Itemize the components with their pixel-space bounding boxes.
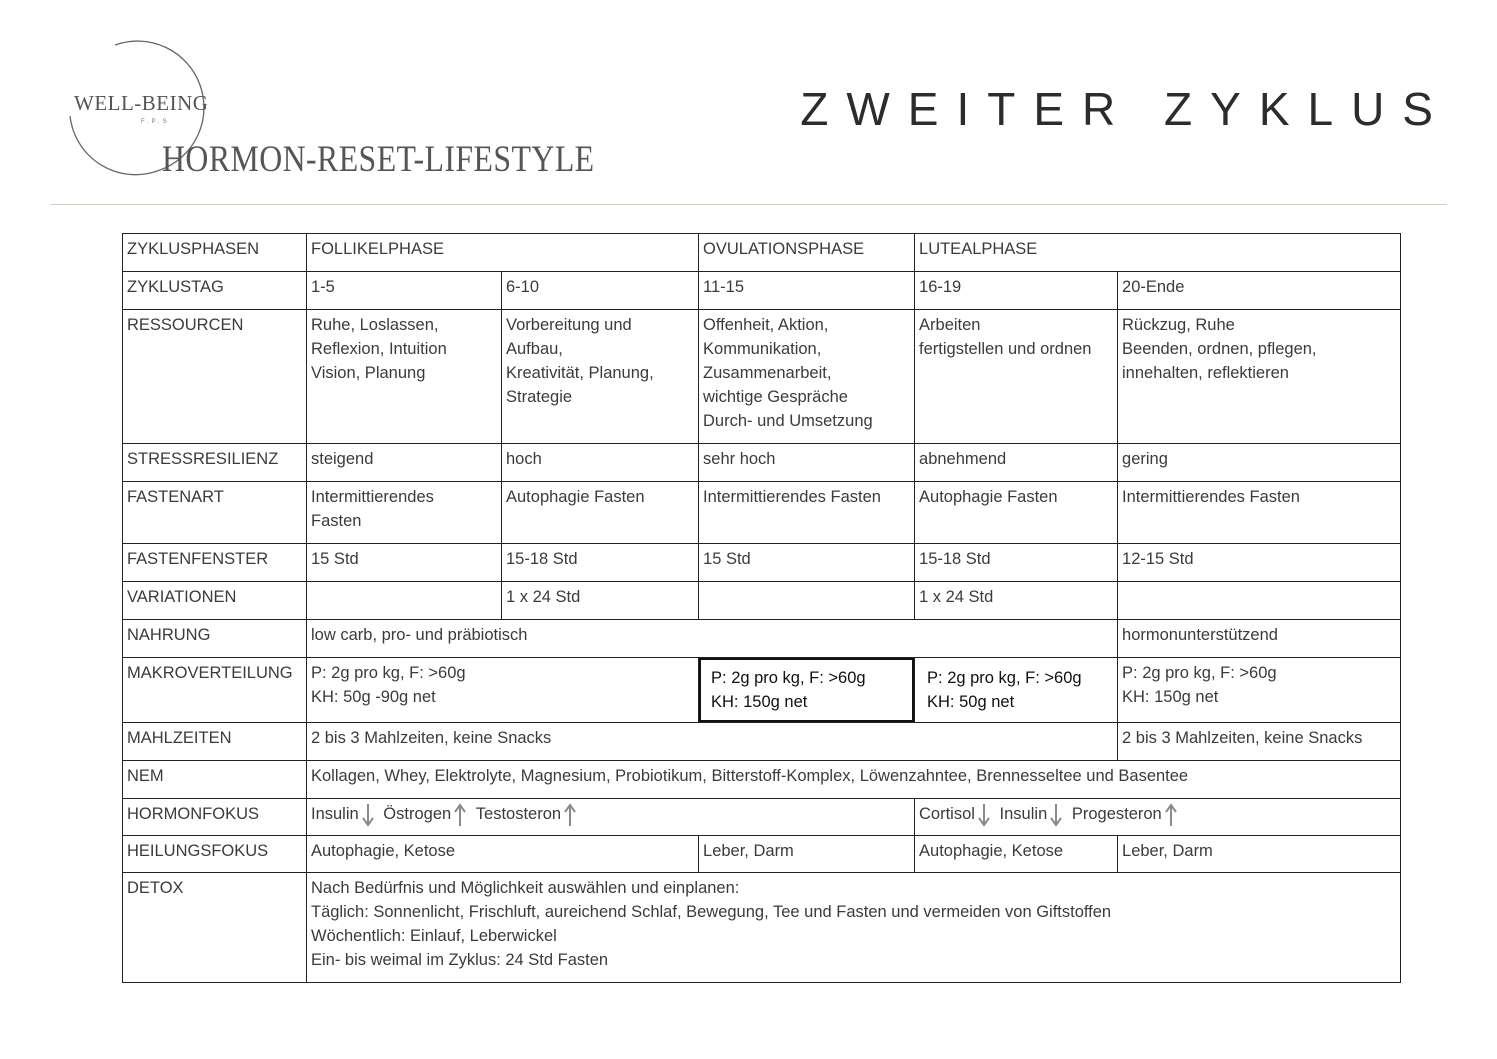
table-cell: 6-10 — [502, 272, 699, 310]
logo-subtitle: F.P.S — [141, 119, 170, 125]
hormone-name: Östrogen — [383, 805, 452, 823]
logo-tagline: HORMON-RESET-LIFESTYLE — [162, 139, 595, 180]
table-cell: Intermittierendes Fasten — [699, 482, 915, 544]
detox-cell — [307, 873, 1401, 983]
table-row — [123, 310, 1401, 444]
hormone-name: Cortisol — [919, 805, 975, 823]
cell-line: Reflexion, Intuition — [311, 340, 447, 358]
table-cell: 12-15 Std — [1118, 544, 1401, 582]
row-label: FASTENFENSTER — [123, 544, 307, 582]
table-cell: sehr hoch — [699, 444, 915, 482]
row-label: NAHRUNG — [123, 620, 307, 658]
table-cell: Autophagie Fasten — [915, 482, 1118, 544]
row-label: DETOX — [123, 873, 307, 983]
table-cell: hoch — [502, 444, 699, 482]
table-row — [123, 836, 1401, 873]
hormone-name: Testosteron — [475, 805, 562, 823]
cell-line: Durch- und Umsetzung — [703, 412, 873, 430]
table-cell — [699, 310, 915, 444]
table-cell: hormonunterstützend — [1118, 620, 1401, 658]
table-row — [123, 658, 1401, 723]
table-cell: Kollagen, Whey, Elektrolyte, Magnesium, Probiotikum, Bitterstoff-Komplex, Löwenzahntee, Brennesseltee und Basentee — [307, 761, 1401, 799]
cell-line: Intermittierendes — [311, 488, 434, 506]
cell-line: Fasten — [311, 512, 362, 530]
table-cell: 11-15 — [699, 272, 915, 310]
cell-line: Zusammenarbeit, — [703, 364, 832, 382]
hormone-name: Progesteron — [1071, 805, 1162, 823]
table-cell: 15 Std — [699, 544, 915, 582]
cell-line: P: 2g pro kg, F: >60g — [311, 664, 466, 682]
arrow-up-icon — [1164, 802, 1178, 828]
table-row — [123, 799, 1401, 836]
table-cell — [1118, 582, 1401, 620]
table-cell: Autophagie Fasten — [502, 482, 699, 544]
table-cell: 1-5 — [307, 272, 502, 310]
table-cell: Leber, Darm — [699, 836, 915, 873]
cell-line: KH: 50g -90g net — [311, 688, 436, 706]
cell-line: Kreativität, Planung, — [506, 364, 654, 382]
table-cell: 20-Ende — [1118, 272, 1401, 310]
cell-line: Vision, Planung — [311, 364, 426, 382]
logo — [60, 38, 660, 188]
phase-luteal: LUTEALPHASE — [915, 234, 1401, 272]
table-cell: abnehmend — [915, 444, 1118, 482]
cell-line: P: 2g pro kg, F: >60g — [1122, 664, 1277, 682]
hormone-item — [1000, 802, 1068, 828]
cell-line: Vorbereitung und — [506, 316, 632, 334]
cell-line: Nach Bedürfnis und Möglichkeit auswählen und einplanen: — [311, 879, 740, 897]
cell-line: Offenheit, Aktion, — [703, 316, 829, 334]
table-cell: 16-19 — [915, 272, 1118, 310]
cycle-table — [122, 233, 1401, 983]
table-cell: 2 bis 3 Mahlzeiten, keine Snacks — [1118, 723, 1401, 761]
cell-line: Täglich: Sonnenlicht, Frischluft, aureichend Schlaf, Bewegung, Tee und Fasten und vermeiden von Giftstoffen — [311, 903, 1112, 921]
row-label: STRESSRESILIENZ — [123, 444, 307, 482]
row-label: MAKROVERTEILUNG — [123, 658, 307, 723]
macro-box — [915, 658, 1117, 722]
row-label: RESSOURCEN — [123, 310, 307, 444]
table-row — [123, 482, 1401, 544]
table-cell: steigend — [307, 444, 502, 482]
table-cell — [307, 658, 699, 723]
table-cell: 15-18 Std — [502, 544, 699, 582]
cell-line: KH: 50g net — [927, 693, 1015, 711]
cell-line: Ein- bis weimal im Zyklus: 24 Std Fasten — [311, 951, 609, 969]
table-cell: 15-18 Std — [915, 544, 1118, 582]
hormone-name: Insulin — [311, 805, 359, 823]
table-row — [123, 544, 1401, 582]
table-cell: gering — [1118, 444, 1401, 482]
table-row — [123, 761, 1401, 799]
arrow-up-icon — [563, 802, 577, 828]
cell-line: KH: 150g net — [1122, 688, 1219, 706]
cell-line: wichtige Gespräche — [703, 388, 848, 406]
hormone-item — [383, 802, 471, 828]
table-row — [123, 444, 1401, 482]
hormone-item — [1072, 802, 1182, 828]
table-cell: 15 Std — [307, 544, 502, 582]
table-cell — [307, 482, 502, 544]
table-cell — [915, 310, 1118, 444]
hormone-item — [476, 802, 581, 828]
table-cell: 2 bis 3 Mahlzeiten, keine Snacks — [307, 723, 1118, 761]
row-label: NEM — [123, 761, 307, 799]
table-row — [123, 873, 1401, 983]
hormone-cell-right — [915, 799, 1401, 836]
row-label: HORMONFOKUS — [123, 799, 307, 836]
hormone-name: Insulin — [999, 805, 1048, 823]
table-row — [123, 234, 1401, 272]
table-row — [123, 620, 1401, 658]
hormone-item — [311, 802, 379, 828]
cell-line: Ruhe, Loslassen, — [311, 316, 439, 334]
table-cell — [915, 658, 1118, 723]
phase-ovulation: OVULATIONSPHASE — [699, 234, 915, 272]
cell-line: Kommunikation, — [703, 340, 822, 358]
cell-line: P: 2g pro kg, F: >60g — [711, 669, 866, 687]
row-label: HEILUNGSFOKUS — [123, 836, 307, 873]
table-cell: 1 x 24 Std — [502, 582, 699, 620]
row-label: ZYKLUSPHASEN — [123, 234, 307, 272]
logo-brand: WELL-BEING — [74, 91, 209, 115]
table-cell: Intermittierendes Fasten — [1118, 482, 1401, 544]
arrow-down-icon — [977, 802, 991, 828]
arrow-down-icon — [1049, 802, 1063, 828]
cell-line: Strategie — [506, 388, 573, 406]
table-cell: low carb, pro- und präbiotisch — [307, 620, 1118, 658]
row-label: ZYKLUSTAG — [123, 272, 307, 310]
table-cell — [699, 658, 915, 723]
table-row — [123, 723, 1401, 761]
cell-line: Aufbau, — [506, 340, 563, 358]
macro-box — [699, 658, 914, 722]
page-title: ZWEITER ZYKLUS — [800, 83, 1451, 135]
table-cell: Autophagie, Ketose — [307, 836, 699, 873]
cell-line: KH: 150g net — [711, 693, 808, 711]
cell-line: fertigstellen und ordnen — [919, 340, 1092, 358]
cell-line: Wöchentlich: Einlauf, Leberwickel — [311, 927, 557, 945]
cell-line: innehalten, reflektieren — [1122, 364, 1289, 382]
arrow-down-icon — [361, 802, 375, 828]
cell-line: Beenden, ordnen, pflegen, — [1122, 340, 1317, 358]
table-cell — [699, 582, 915, 620]
arrow-up-icon — [453, 802, 467, 828]
hormone-item — [919, 802, 995, 828]
cell-line: P: 2g pro kg, F: >60g — [927, 669, 1082, 687]
table-cell: 1 x 24 Std — [915, 582, 1118, 620]
table-cell — [1118, 658, 1401, 723]
row-label: MAHLZEITEN — [123, 723, 307, 761]
phase-follikel: FOLLIKELPHASE — [307, 234, 699, 272]
header-divider — [50, 204, 1447, 205]
table-cell — [502, 310, 699, 444]
table-cell: Autophagie, Ketose — [915, 836, 1118, 873]
table-row — [123, 272, 1401, 310]
row-label: FASTENART — [123, 482, 307, 544]
hormone-cell-left — [307, 799, 915, 836]
table-cell — [307, 310, 502, 444]
table-row — [123, 582, 1401, 620]
table-cell — [307, 582, 502, 620]
table-cell: Leber, Darm — [1118, 836, 1401, 873]
row-label: VARIATIONEN — [123, 582, 307, 620]
cell-line: Arbeiten — [919, 316, 981, 334]
cell-line: Rückzug, Ruhe — [1122, 316, 1235, 334]
table-cell — [1118, 310, 1401, 444]
